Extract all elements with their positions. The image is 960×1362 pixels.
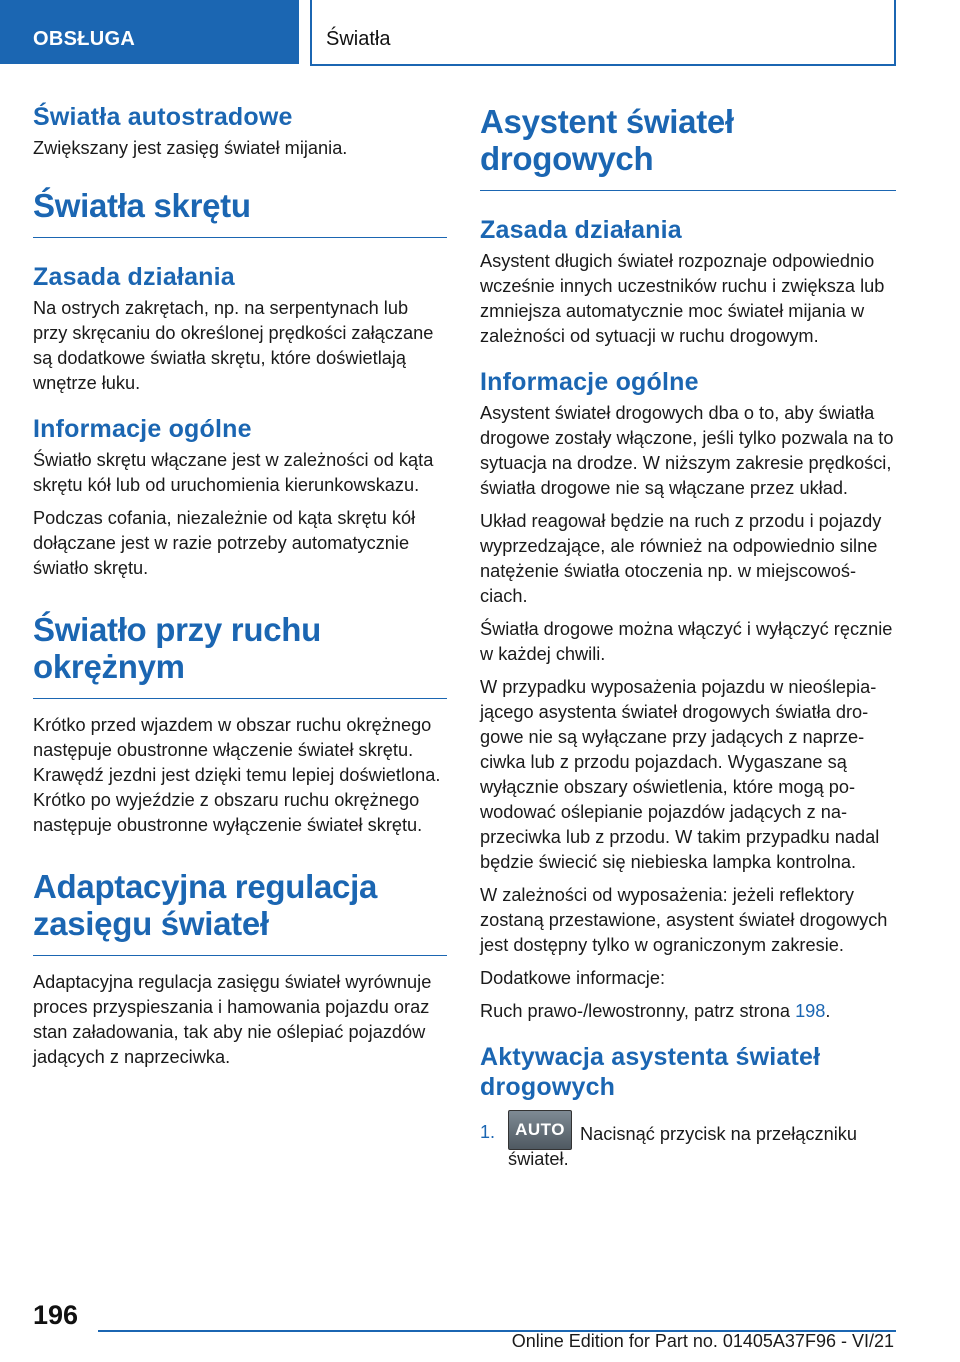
- right-column: [480, 100, 896, 1176]
- left-column: [33, 100, 447, 1070]
- high-beam-assistant-title: Asystent świateł drogowych: [480, 103, 896, 191]
- additional-info-label: Dodatkowe informacje:: [480, 968, 665, 988]
- step-text-line-2: świateł.: [508, 1149, 569, 1169]
- auto-button-icon: AUTO: [508, 1110, 572, 1150]
- page-link[interactable]: 198: [795, 1001, 826, 1021]
- page-header: [0, 0, 960, 66]
- page-reference-text: Ruch prawo-/lewostronny, patrz strona: [480, 1001, 796, 1021]
- adaptive-range-text: Adaptacyjna regulacja zasięgu świateł wyrównuje proces przyspieszania i hamowania pojazdu oraz stan załadowania, tak aby nie oślepiać pojazdów jadących z naprzeciwka.: [33, 972, 432, 1067]
- adaptive-range-title: Adaptacyjna regulacja zasięgu świateł: [33, 868, 447, 956]
- page-reference: [480, 999, 896, 1024]
- activation-heading: Aktywacja asystenta świateł drogowych: [480, 1043, 821, 1101]
- step-number: 1.: [480, 1122, 496, 1142]
- assistant-general-text-3: Światła drogowe można włączyć i wyłączyć ręcznie w każdej chwili.: [480, 619, 893, 664]
- assistant-general-heading: Informacje ogólne: [480, 368, 699, 396]
- highway-lights-heading: Światła autostradowe: [33, 103, 293, 131]
- cornering-principle-text: Na ostrych zakrętach, np. na serpentynach lub przy skręcaniu do określonej prędkości załączane są dodatkowe światła skrętu, które doświetlają wnętrze łuku.: [33, 298, 434, 393]
- activation-step: [480, 1110, 896, 1176]
- section-label: OBSŁUGA: [33, 28, 136, 50]
- page-number: 196: [33, 1300, 79, 1330]
- assistant-principle-text: Asystent długich świateł rozpoznaje odpowiednio wcześnie innych uczestników ruchu i zwiększa lub zmniejsza automatycznie moc świateł mijania w zależności od sytuacji w ruchu drogowym.: [480, 251, 885, 346]
- section-tab: [0, 0, 299, 64]
- roundabout-lights-text: Krótko przed wjazdem w obszar ruchu okrężnego następuje obustronne włączenie świateł skrętu. Krawędź jezdni jest dzięki temu lepiej doświetlona. Krótko po wyjeździe z obszaru ruchu okrężnego następuje obustronne wyłączenie świateł skrętu.: [33, 715, 441, 835]
- assistant-general-text-5: W zależności od wyposażenia: jeżeli reflektory zostaną przestawione, asystent świateł drogowych jest dostępny tylko w ograniczonym zakresie.: [480, 885, 888, 955]
- cornering-general-text-2: Podczas cofania, niezależnie od kąta skrętu kół dołączane jest w razie potrzeby automatycznie światło skrętu.: [33, 508, 416, 578]
- step-text-line-1: Nacisnąć przycisk na przełączniku: [580, 1124, 857, 1144]
- cornering-general-heading: Informacje ogólne: [33, 415, 252, 443]
- assistant-general-text-2: Układ reagował będzie na ruch z przodu i pojazdy wyprzedzające, ale również na odpowiednio silne natężenie światła otoczenia np. w miejscowościach.: [480, 511, 882, 606]
- cornering-general-text-1: Światło skrętu włączane jest w zależności od kąta skrętu kół lub od uruchomienia kierunkowskazu.: [33, 450, 434, 495]
- assistant-general-text-1: Asystent świateł drogowych dba o to, aby światła drogowe zostały włączone, jeśli tylko pozwala na to sytuacja na drodze. W niższym zakresie prędkości, światła drogowe nie są włączane przez układ.: [480, 403, 894, 498]
- edition-note: Online Edition for Part no. 01405A37F96 - VI/21: [511, 1331, 894, 1351]
- highway-lights-text: Zwiększany jest zasięg świateł mijania.: [33, 138, 348, 158]
- chapter-title-box: [310, 0, 896, 66]
- assistant-principle-heading: Zasada działania: [480, 216, 682, 244]
- roundabout-lights-title: Światło przy ruchu okrężnym: [33, 611, 447, 699]
- page-reference-end: .: [825, 1001, 831, 1021]
- assistant-general-text-4: W przypadku wyposażenia pojazdu w nieoślepiającego asystenta świateł drogowych światła drogowe nie są wyłączane przy jadących z naprzeciwka lub z przodu pojazdach. Wygaszane są wyłącznie obszary oświetlenia, które mogą powodować oślepianie pojazdów jadących z naprzeciwka lub z przodu. W takim przypadku nadal będzie świecić się niebieska lampka kontrolna.: [480, 677, 880, 872]
- cornering-principle-heading: Zasada działania: [33, 263, 235, 291]
- chapter-title: Światła: [326, 28, 391, 50]
- cornering-lights-title: Światła skrętu: [33, 187, 447, 238]
